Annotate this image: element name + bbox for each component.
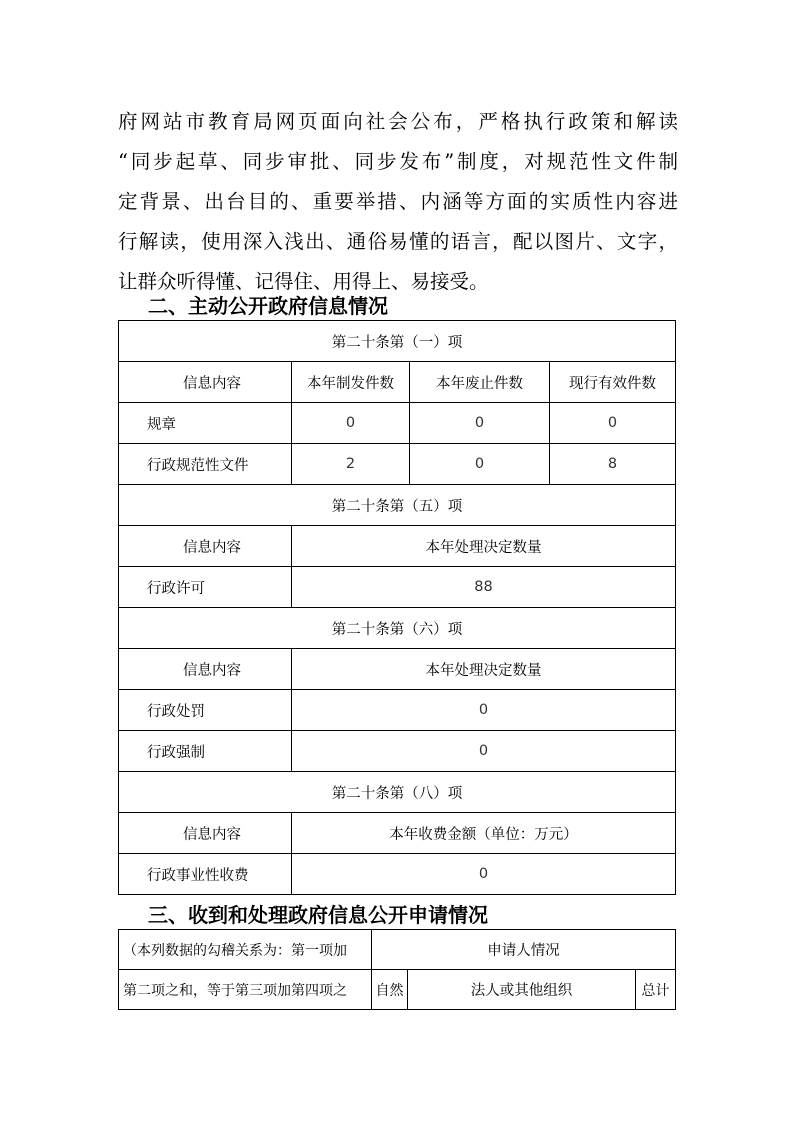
table-row [119, 690, 676, 731]
cell-value: 0 [292, 690, 676, 731]
row-label: 规章 [119, 403, 292, 444]
application-table [118, 929, 676, 1010]
block2-header: 第二十条第（五）项 [119, 485, 676, 526]
legal-person-header: 法人或其他组织 [408, 970, 636, 1010]
cell-value: 0 [292, 403, 410, 444]
column-header: 本年收费金额（单位：万元） [292, 813, 676, 854]
row-label: 行政事业性收费 [119, 854, 292, 895]
column-header: 本年处理决定数量 [292, 649, 676, 690]
column-header: 本年处理决定数量 [292, 526, 676, 567]
intro-paragraph [118, 102, 678, 302]
table-row [119, 731, 676, 772]
table-row [119, 813, 676, 854]
column-header: 信息内容 [119, 362, 292, 403]
note-cell: 第二项之和，等于第三项加第四项之 [119, 970, 372, 1010]
cell-value: 2 [292, 444, 410, 485]
cell-value: 0 [292, 854, 676, 895]
table-row [119, 970, 676, 1010]
table-row [119, 403, 676, 444]
applicant-header: 申请人情况 [372, 930, 676, 970]
table-row [119, 930, 676, 970]
row-label: 行政处罚 [119, 690, 292, 731]
section2-heading: 二、主动公开政府信息情况 [148, 294, 388, 318]
table-row [119, 649, 676, 690]
cell-value: 0 [550, 403, 676, 444]
intro-line: 让群众听得懂、记得住、用得上、易接受。 [118, 270, 489, 293]
column-header: 信息内容 [119, 813, 292, 854]
table-row [119, 526, 676, 567]
row-label: 行政强制 [119, 731, 292, 772]
cell-value: 0 [292, 731, 676, 772]
cell-value: 8 [550, 444, 676, 485]
block3-header: 第二十条第（六）项 [119, 608, 676, 649]
table-row [119, 485, 676, 526]
block1-header: 第二十条第（一）项 [119, 321, 676, 362]
table-row [119, 321, 676, 362]
intro-line: 行解读，使用深入浅出、通俗易懂的语言，配以图片、文字， [118, 230, 678, 253]
note-cell: （本列数据的勾稽关系为：第一项加 [119, 930, 372, 970]
section3-heading: 三、收到和处理政府信息公开申请情况 [148, 903, 488, 927]
cell-value: 0 [410, 444, 550, 485]
table-row [119, 608, 676, 649]
column-header: 现行有效件数 [550, 362, 676, 403]
table-row [119, 772, 676, 813]
intro-line: 定背景、出台目的、重要举措、内涵等方面的实质性内容进 [118, 190, 678, 213]
intro-line: 府网站市教育局网页面向社会公布，严格执行政策和解读 [118, 110, 678, 133]
block4-header: 第二十条第（八）项 [119, 772, 676, 813]
column-header: 本年废止件数 [410, 362, 550, 403]
table-row [119, 567, 676, 608]
table-row [119, 362, 676, 403]
column-header: 信息内容 [119, 649, 292, 690]
table-row [119, 444, 676, 485]
natural-person-header: 自然 [372, 970, 408, 1010]
column-header: 本年制发件数 [292, 362, 410, 403]
row-label: 行政许可 [119, 567, 292, 608]
table-row [119, 854, 676, 895]
cell-value: 88 [292, 567, 676, 608]
cell-value: 0 [410, 403, 550, 444]
intro-line: “同步起草、同步审批、同步发布”制度，对规范性文件制 [118, 150, 678, 173]
row-label: 行政规范性文件 [119, 444, 292, 485]
total-header: 总计 [636, 970, 676, 1010]
column-header: 信息内容 [119, 526, 292, 567]
disclosure-table [118, 320, 676, 895]
